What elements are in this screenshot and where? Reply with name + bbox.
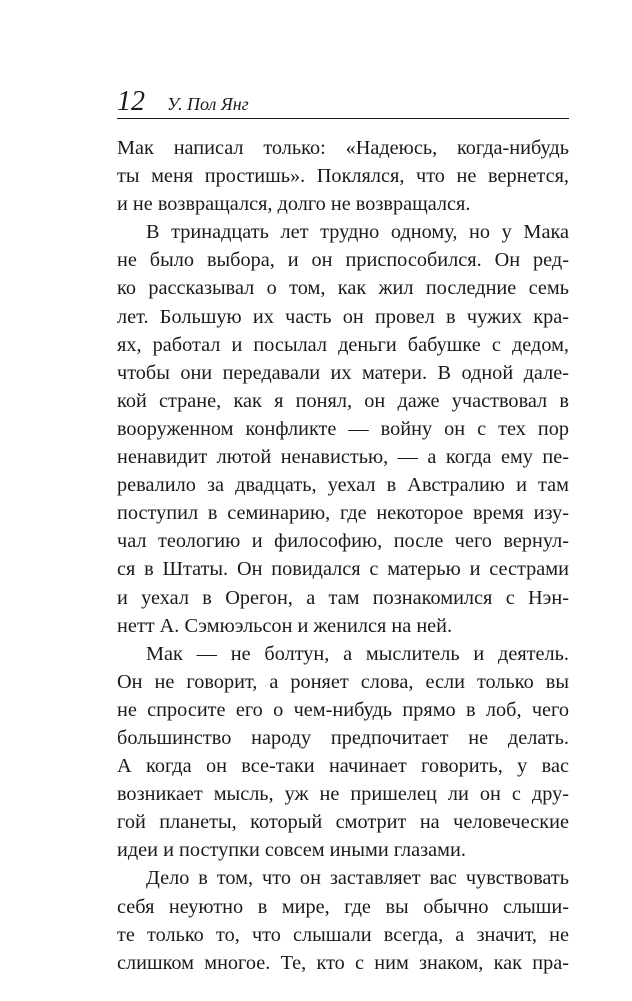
body-text [117, 134, 569, 977]
text-line: Мак — не болтун, а мыслитель и деятель. [146, 642, 569, 665]
text-line: и не возвращался, долго не возвращался. [117, 193, 471, 216]
text-line: не спросите его о чем-нибудь прямо в лоб, чего [117, 698, 569, 721]
text-line: ях, работал и посылал деньги бабушке с дедом, [117, 333, 569, 356]
text-line: кой стране, как я понял, он даже участвовал в [117, 389, 569, 412]
text-line: лет. Большую их часть он провел в чужих кра- [117, 305, 569, 328]
text-line: нетт А. Сэмюэльсон и женился на ней. [117, 614, 453, 637]
text-line: вооруженном конфликте — войну он с тех пор [117, 417, 569, 440]
page-header [117, 84, 569, 119]
text-line: Он не говорит, а роняет слова, если только вы [117, 670, 569, 693]
text-line: возникает мысль, уж не пришелец ли он с дру- [117, 783, 569, 806]
running-head: У. Пол Янг [167, 94, 249, 114]
text-line: ревалило за двадцать, уехал в Австралию и там [117, 474, 569, 497]
text-line: гой планеты, который смотрит на человеческие [117, 811, 569, 834]
text-line: В тринадцать лет трудно одному, но у Мака [146, 221, 569, 244]
text-line: А когда он все-таки начинает говорить, у вас [117, 755, 569, 778]
text-line: идеи и поступки совсем иными глазами. [117, 839, 466, 862]
page-number: 12 [117, 86, 145, 117]
text-line: Мак написал только: «Надеюсь, когда-нибудь [117, 137, 569, 159]
text-line: поступил в семинарию, где некоторое время изу- [117, 502, 569, 525]
text-line: слишком многое. Те, кто с ним знаком, как пра- [117, 951, 569, 974]
text-line: те только то, что слышали всегда, а значит, не [117, 923, 569, 946]
text-line: ко рассказывал о том, как жил последние семь [117, 277, 569, 300]
text-line: чал теологию и философию, после чего вернул- [117, 530, 569, 553]
text-line: чтобы они передавали их матери. В одной дале- [117, 361, 569, 384]
text-line: ся в Штаты. Он повидался с матерью и сестрами [117, 558, 569, 581]
text-line: себя неуютно в мире, где вы обычно слыши- [117, 895, 569, 918]
text-line: ты меня простишь». Поклялся, что не вернется, [117, 165, 569, 188]
text-line: и уехал в Орегон, а там познакомился с Нэн- [117, 586, 569, 609]
text-line: не было выбора, и он приспособился. Он ред- [117, 249, 569, 272]
text-line: Дело в том, что он заставляет вас чувствовать [146, 867, 569, 890]
text-line: большинство народу предпочитает не делать. [117, 726, 569, 749]
text-line: ненавидит лютой ненавистью, — а когда ему пе- [117, 446, 569, 469]
